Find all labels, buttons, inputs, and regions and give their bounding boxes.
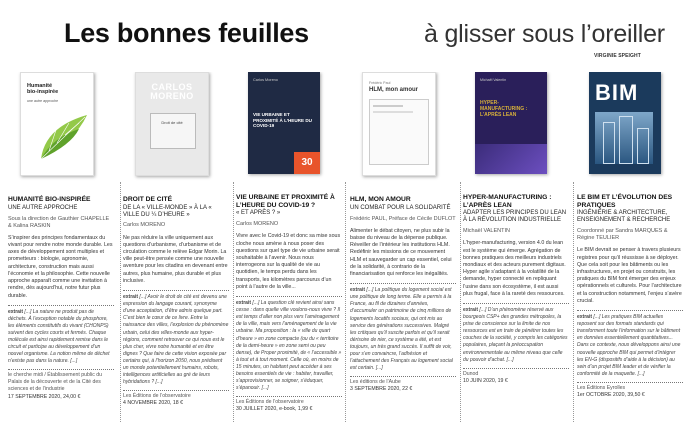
book-summary: L’hyper-manufacturing, version 4.0 du lean est le système qui émerge. Agrégation de bonnes pratiques des meilleurs industriels mondiaux et des acteurs purement digitaux. Hyper agile s’adaptant à la volatilité de la demande, hyper connecté en repliquant l’usine dans son écosystème, il est aussi plus frugal, face à la rareté des ressources.: [463, 240, 566, 297]
column-divider: [573, 182, 574, 422]
leaf-graphic-icon: [35, 107, 91, 165]
cover-subtitle: une autre approche: [27, 99, 59, 103]
book-cover[interactable]: [20, 72, 94, 176]
page-subtitle: à glisser sous l’oreiller: [424, 20, 665, 48]
book-authors: Frédéric PAUL, Préface de Cécile DUFLOT: [350, 215, 456, 222]
book-subtitle: ADAPTER LES PRINCIPES DU LEAN À LA RÉVOLUTION INDUSTRIELLE: [463, 210, 567, 224]
book-publisher: Dunod: [463, 370, 479, 377]
cover-title-main: VIE URBAINE ET PROXIMITÉ À L’HEURE DU COVID-19: [253, 112, 312, 128]
extract-label: extrait: [8, 308, 24, 315]
book-title: HUMANITÉ BIO-INSPIRÉE: [8, 196, 91, 203]
book-publisher: Les éditions de l’Aube: [350, 379, 401, 386]
book-title: VIE URBAINE ET PROXIMITÉ À L’HEURE DU COVID-19 ?: [236, 194, 335, 209]
book-date-price: 17 SEPTEMBRE 2020, 24,00 €: [8, 393, 81, 400]
book-column-4: [350, 72, 456, 438]
cover-subtitle: 30: [294, 152, 320, 174]
cover-title-main: MORENO: [150, 91, 194, 101]
extract-label: extrait: [236, 300, 252, 307]
book-publisher-block: [577, 382, 683, 399]
extract-text: [...] D’un phénomène réservé aux bourgeois CSP+ des grandes métropoles, la prise de conscience sur la limite de nos ressources est en train de pénétrer toutes les couches de la société, y compris les catégories populaires, plaçant la préoccupation environnementale au même niveau que celle du pouvoir d’achat. [...]: [463, 306, 568, 363]
book-authors: Coordonné par Sandra MARQUES & Régine TEULIER: [577, 228, 668, 242]
book-summary: Alimenter le débat citoyen, ne plus subir la baisse du niveau de la dépense publique. Réveiller de l’intérieur les institutions HLM. Redéfinir les missions de ce mouvement HLM et sauvegarder un cap essentiel, celui de la solidarité, à contrario de la financiarisation qui renforce les inégalités.: [350, 227, 452, 277]
extract-label: extrait: [577, 314, 593, 321]
extract-label: extrait: [350, 287, 366, 294]
book-date-price: 1er OCTOBRE 2020, 39,50 €: [577, 391, 645, 398]
column-divider: [460, 182, 461, 422]
book-authors: Michaël VALENTIN: [463, 228, 510, 235]
book-column-1: [8, 72, 114, 438]
article-author: VIRGINIE SPEIGHT: [594, 53, 641, 59]
book-summary: Le BIM devrait se penser à travers plusieurs registres pour qu’il réussisse à se déployer. Que cela soit pour les bâtiments ou les infrastructures, en projet ou construits, les pratiques du BIM font émerger des enjeux opérationnels et culturels. Pour l’architecture et la construction notamment, l’enjeu s’avère crucial.: [577, 247, 682, 304]
cover-title-main: bio-inspirée: [27, 89, 59, 96]
book-publisher: Les Éditions de l’observatoire: [236, 399, 304, 406]
book-subtitle: « ET APRÈS ? »: [236, 210, 281, 217]
book-publisher-block: [123, 390, 229, 407]
book-extract: [123, 290, 229, 386]
book-cover[interactable]: [135, 72, 209, 176]
book-subtitle: UN COMBAT POUR LA SOLIDARITÉ: [350, 204, 451, 211]
book-publisher: le cherche midi / Établissement public du Palais de la découverte et de la Cité des sciences et de l’industrie: [8, 372, 102, 393]
book-cover[interactable]: [362, 72, 436, 176]
column-divider: [233, 182, 234, 422]
book-publisher-block: [350, 376, 456, 393]
extract-text: [...] La nature ne produit pas de déchets. À l’exception notable du phosphore, les éléments constitutifs du vivant (CHONPS) suivent des cycles courts et fermés. Chaque molécule est ainsi rapidement remise dans le circuit et participe au développement d’un nouvel organisme. La notion même de déchet n’existe pas dans la nature. [...]: [8, 308, 110, 365]
book-date-price: 3 SEPTEMBRE 2020, 22 €: [350, 386, 413, 393]
book-summary: Vivre avec le Covid-19 et donc sa mise sous cloche nous amène à nous poser des questions sur quel type de vie urbaine serait souhaitable à l’avenir. Nous nous interrogeons sur la qualité de vie au quotidien, le temps perdu dans les transports, les kilomètres parcourus d’un point à l’autre de la ville...: [236, 233, 341, 290]
extract-text: [...] Avoir le droit de cité est devenu une expression du langage courant, synonyme d’une acceptation, d’être admis quelque part. C’est bien le cœur de ce livre. Entre la naissance des villes, l’explosion du phénomène urbain, celui des villes-monde aux hyper-régions, comment retrouver ce qui nous est le plus cher, vivre notre humanité et en être dignes ? Que faire de cette vision exposée par certains qui, à l’horizon 2050, nous prédisent un monde potentiellement humains, robots, intelligences artificielles au gré de leurs hybridations ? [...]: [123, 294, 229, 386]
column-divider: [120, 182, 121, 422]
column-divider: [345, 182, 346, 422]
book-summary: Ne pas réduire la ville uniquement aux questions d’urbanisme, d’urbanisme et de circulation comme le relève Edgar Morin. La ville peut-être pensée comme une nouvelle aventure pour les citadins en devenant entre autres, plus humaine, plus durable et plus inclusive.: [123, 234, 228, 284]
book-date-price: 30 JUILLET 2020, e-book, 1,99 €: [236, 406, 313, 413]
book-subtitle: DE LA « VILLE-MONDE » À LA « VILLE DU ¼ D’HEURE »: [123, 204, 212, 218]
book-extract: [577, 310, 683, 378]
book-title: HLM, MON AMOUR: [350, 196, 411, 203]
book-publisher-block: [8, 369, 114, 400]
book-publisher: Les Éditions de l’observatoire: [123, 393, 191, 400]
book-extract: [350, 283, 456, 372]
book-publisher-block: [463, 368, 569, 385]
cover-title-main: HLM, mon amour: [369, 87, 418, 93]
extract-text: [...] La question clé revient ainsi sans cesse : dans quelle ville voulons-nous vivre ? Il est temps d’aller non plus vers l’aménagement de la ville, mais vers l’aménagement de la vie urbaine. Ma proposition : la « ville du quart d’heure » en zone compacte (ou du « territoire de la demi-heure » en zone semi ou peu dense), de Proper proximité, de « l’accessible » à tout et à tout moment. Celle où, en moins de 15 minutes, un habitant peut accéder à ses besoins essentiels de vie : habiter, travailler, s’approvisionner, se soigner, s’éduquer, s’épanouir. [...]: [236, 300, 342, 392]
book-cover[interactable]: [248, 72, 320, 174]
book-cover[interactable]: [589, 72, 661, 174]
book-column-5: [463, 72, 569, 438]
book-subtitle: INGÉNIERIE & ARCHITECTURE, ENSEIGNEMENT & RECHERCHE: [577, 210, 671, 224]
book-extract: [8, 305, 114, 366]
book-authors: Sous la direction de Gauthier CHAPELLE & Kalina RASKIN: [8, 215, 110, 229]
book-publisher-block: [236, 396, 342, 413]
book-subtitle: UNE AUTRE APPROCHE: [8, 204, 78, 211]
cover-title-main: BIM: [595, 80, 639, 105]
cover-title-main: HYPER-MANUFACTURING : L’APRÈS LEAN: [480, 100, 528, 118]
extract-text: [...] Les pratiques BIM actuelles reposent sur des formats standards qui transforment toute l’information sur le bâtiment en données essentiellement quantitatives... Dans ce contexte, nous développons ainsi une nouvelle approche BIM qui permet d’intégrer les EN-G (dispositifs d’aide à la décision) au sein d’un projet BIM leader et de vérifier la conformité de la maquette. [...]: [577, 314, 681, 377]
extract-label: extrait: [123, 294, 139, 301]
book-summary: S’inspirer des principes fondamentaux du vivant pour rendre notre monde durable. Les axes de développement sont multiples et prometteurs : biologie, agronomie, architecture, construction mais aussi l’économie et la philosophie. Cette nouvelle approche apparaît comme une invitation à rendre, dès aujourd’hui, notre futur plus durable.: [8, 234, 113, 299]
book-column-6: [577, 72, 683, 438]
book-date-price: 4 NOVEMBRE 2020, 18 €: [123, 400, 183, 407]
cover-title-top: Carlos Moreno: [253, 78, 278, 82]
book-extract: [463, 303, 569, 364]
book-authors: Carlos MORENO: [236, 221, 279, 228]
extract-text: [...] La politique du logement social est une politique de long terme. Elle a permis à la France, au fil de dizaines d’années, d’accumuler un patrimoine de cinq millions de logements locatifs sociaux, qui ont mis au service des générations successives. Malgré les critiques qu’il suscite parfois et qu’il serait dérisoire de nier, ce système a été, et est toujours, un très grand succès. Il suffit de voir, pour s’en convaincre, l’adhésion et l’attachement des Français au logement social est certain. [...]: [350, 287, 453, 372]
cover-subtitle: Droit de cité: [161, 120, 183, 125]
book-column-3: [236, 72, 342, 438]
cover-title-top: Michaël Valentin: [480, 78, 507, 82]
book-publisher: Les Éditions Eyrolles: [577, 384, 626, 391]
book-column-2: [123, 72, 229, 438]
cover-title-top: Humanité: [27, 83, 53, 89]
cover-title-top: Frédéric Paul: [369, 81, 391, 85]
book-title: HYPER-MANUFACTURING : L’APRÈS LEAN: [463, 194, 552, 209]
book-cover[interactable]: [475, 72, 547, 174]
book-date-price: 10 JUIN 2020, 19 €: [463, 377, 508, 384]
extract-label: extrait: [463, 306, 479, 313]
book-title: LE BIM ET L’ÉVOLUTION DES PRATIQUES: [577, 194, 673, 209]
page-title: Les bonnes feuilles: [64, 18, 309, 48]
cover-title-top: CARLOS: [151, 82, 193, 92]
book-authors: Carlos MORENO: [123, 222, 166, 229]
book-extract: [236, 296, 342, 392]
book-title: DROIT DE CITÉ: [123, 196, 173, 203]
